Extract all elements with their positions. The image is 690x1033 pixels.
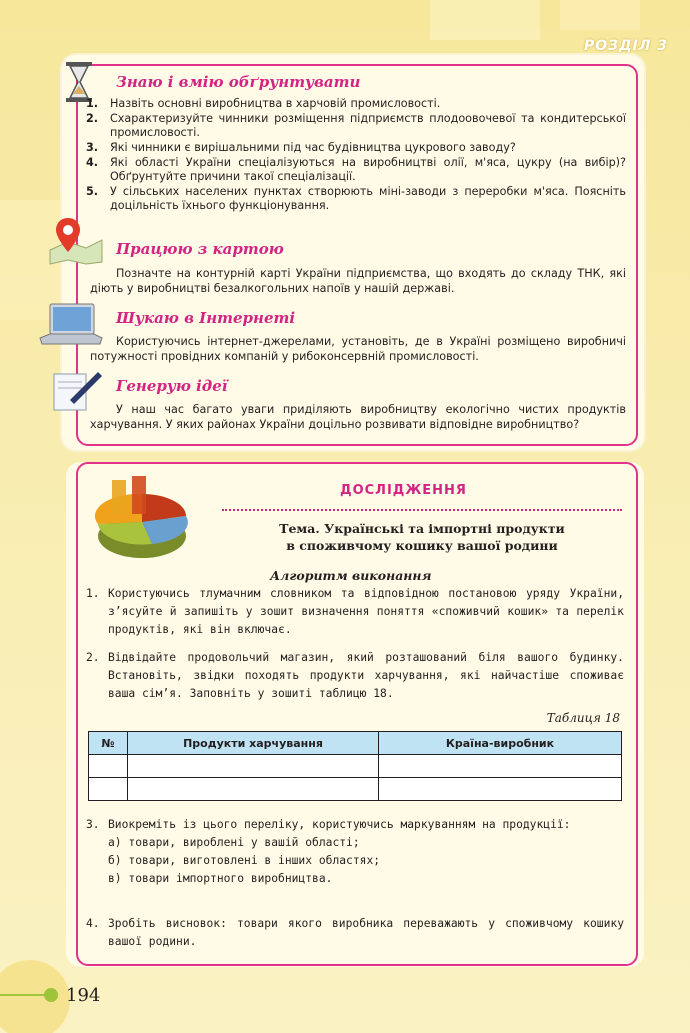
page-number: 194 bbox=[66, 985, 101, 1006]
research-title: ДОСЛІДЖЕННЯ bbox=[340, 483, 467, 498]
page-line bbox=[0, 994, 48, 996]
map-title: Працюю з картою bbox=[116, 240, 284, 258]
table-18 bbox=[88, 731, 622, 801]
research-step-4: 4. Зробіть висновок: товари якого виробника переважають у споживчому кошику вашої родини. bbox=[86, 917, 624, 948]
research-step-3: 3. Виокреміть із цього переліку, користуючись маркуванням на продукції: а) товари, вироблені у вашій області; б) товари, виготовлені в інших областях; в) товари імпортного виробництва. bbox=[86, 818, 571, 885]
map-pin-icon bbox=[46, 214, 106, 266]
list-item: 4. Які області України спеціалізуються на виробництві олії, м'яса, цукру (на вибір)? Обґрунтуйте причини такої спеціалізації. bbox=[86, 156, 626, 183]
divider bbox=[222, 509, 622, 511]
ideas-text: У наш час багато уваги приділяють виробництву екологічно чистих продуктів харчування. У яких районах України доцільно розвивати відповідне виробництво? bbox=[90, 403, 626, 431]
table-header: Продукти харчування bbox=[128, 732, 379, 755]
research-step-1: 1. Користуючись тлумачним словником та відповідною постановою уряду України, з’ясуйте й запишіть у зошит визначення поняття «споживчий кошик» та перелік продуктів, які він включає. bbox=[86, 587, 624, 636]
know-title: Знаю і вмію обґрунтувати bbox=[116, 73, 361, 91]
list-item: 1. Назвіть основні виробництва в харчовій промисловості. bbox=[86, 97, 441, 110]
table-header: Країна-виробник bbox=[379, 732, 622, 755]
internet-text: Користуючись інтернет-джерелами, установіть, де в Україні розміщено виробничі потужності провідних компаній у рибоконсервній промисловості. bbox=[90, 335, 626, 363]
ideas-title: Генерую ідеї bbox=[116, 377, 228, 395]
algorithm-heading: Алгоритм виконання bbox=[270, 568, 432, 583]
know-list bbox=[86, 97, 626, 214]
page-dot bbox=[44, 988, 58, 1002]
map-text: Позначте на контурній карті України підприємства, що входять до складу ТНК, які діють у виробництві безалкогольних напоїв у нашій державі. bbox=[90, 267, 626, 295]
list-item: 3. Які чинники є вирішальними під час будівництва цукрового заводу? bbox=[86, 141, 516, 154]
section-label: РОЗДІЛ 3 bbox=[583, 38, 668, 54]
list-item: 2. Схарактеризуйте чинники розміщення підприємств плодоовочевої та кондитерської промисловості. bbox=[86, 112, 626, 139]
research-step-2: 2. Відвідайте продовольчий магазин, який розташований біля вашого будинку. Встановіть, звідки походять продукти харчування, які найчастіше споживає ваша сім’я. Заповніть у зошиті таблицю 18. bbox=[86, 651, 624, 700]
internet-title: Шукаю в Інтернеті bbox=[116, 309, 296, 327]
table-row bbox=[89, 778, 622, 801]
list-item: 5. У сільських населених пунктах створюють міні-заводи з переробки м'яса. Поясніть доцільність їхнього функціонування. bbox=[86, 185, 626, 212]
research-topic: Тема. Українські та імпортні продукти в споживчому кошику вашої родини bbox=[279, 521, 565, 553]
table-caption: Таблиця 18 bbox=[546, 711, 620, 725]
table-header: № bbox=[89, 732, 128, 755]
pie-chart-icon bbox=[92, 474, 192, 570]
table-row bbox=[89, 755, 622, 778]
